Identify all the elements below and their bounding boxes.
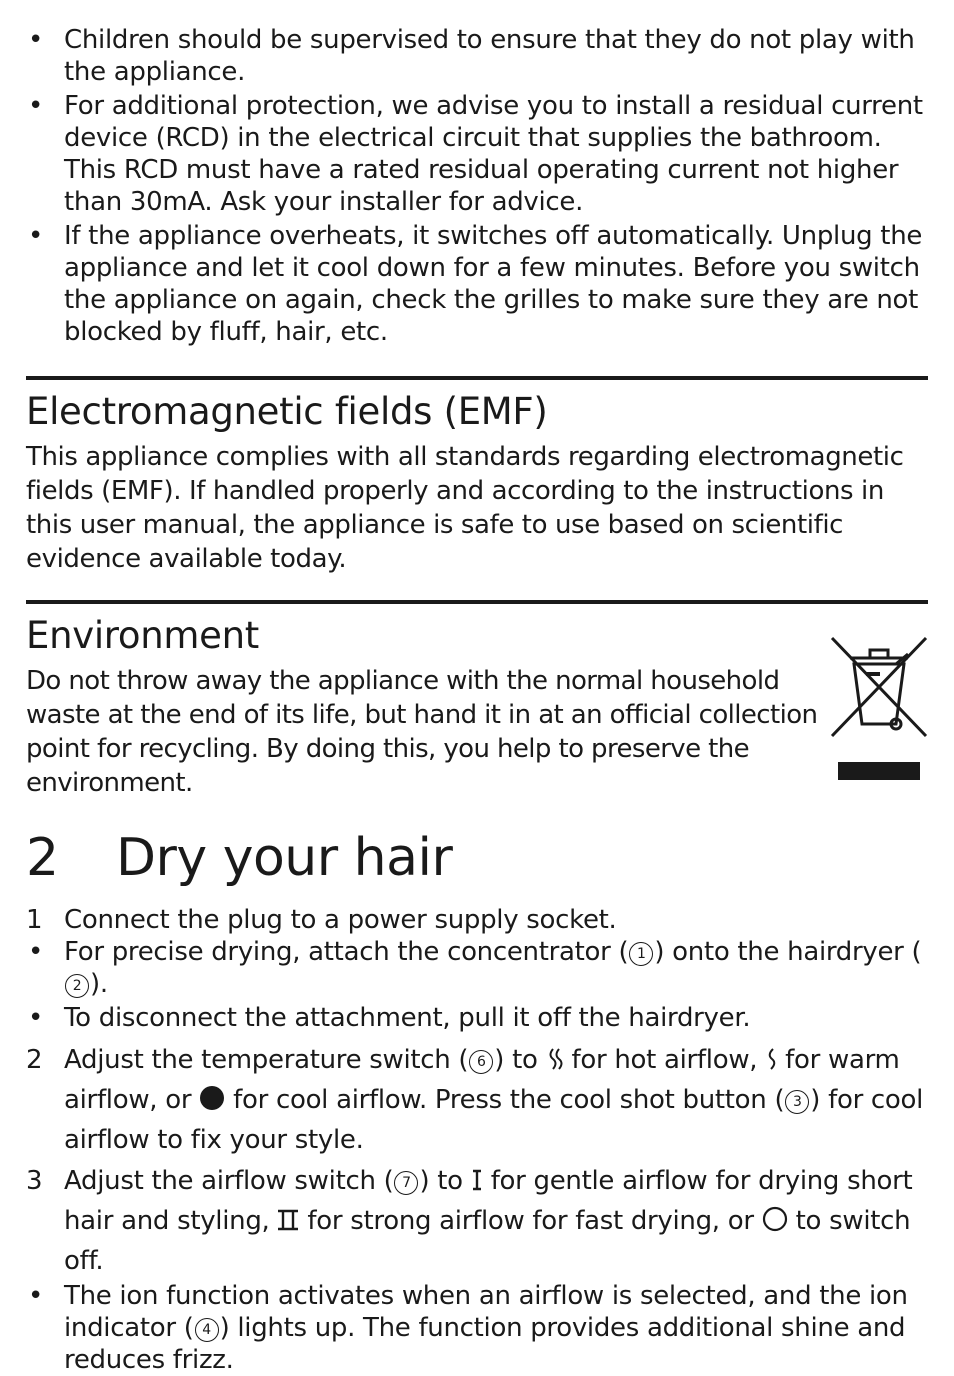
section-divider: [26, 376, 928, 380]
step-number: 1: [26, 905, 43, 935]
hot-airflow-icon: [546, 1045, 564, 1082]
callout-number-icon: 1: [629, 942, 653, 966]
list-item: • To disconnect the attachment, pull it off the hairdryer.: [28, 1003, 751, 1033]
chapter-number: 2: [26, 828, 59, 888]
emf-section: [26, 376, 928, 576]
cool-airflow-icon: [199, 1085, 225, 1122]
list-item: • The ion function activates when an airflow is selected, and the ion indicator ( 4 ) lights up. The function provides additional shine and reduces frizz.: [28, 1281, 908, 1375]
bullet-icon: •: [28, 221, 44, 251]
callout-number-icon: 6: [469, 1050, 493, 1074]
bullet-icon: •: [28, 1281, 44, 1311]
callout-number-icon: 4: [195, 1318, 219, 1342]
step-number: 2: [26, 1045, 43, 1075]
section-title: Electromagnetic fields (EMF): [26, 390, 548, 433]
list-item: • For additional protection, we advise you to install a residual current device (RCD) in the electrical circuit that supplies the bathroom. This RCD must have a rated residual operating current not higher than 30mA. Ask your installer for advice.: [28, 91, 923, 217]
section-body: This appliance complies with all standards regarding electromagnetic fields (EMF). If handled properly and according to the instructions in this user manual, the appliance is safe to use based on scientific evidence available today.: [26, 442, 904, 574]
waste-bar-mark: [838, 762, 920, 780]
list-item: • Children should be supervised to ensure that they do not play with the appliance.: [28, 25, 915, 87]
bullet-icon: •: [28, 91, 44, 121]
airflow-setting-1-icon: [471, 1166, 483, 1203]
list-item: • If the appliance overheats, it switches off automatically. Unplug the appliance and let it cool down for a few minutes. Before you switch the appliance on again, check the grilles to make sure they are not blocked by fluff, hair, etc.: [28, 221, 923, 347]
section-body: Do not throw away the appliance with the normal household waste at the end of its life, but hand it in at an official collection point for recycling. By doing this, you help to preserve the environment.: [26, 666, 818, 798]
safety-bullet-list: [26, 24, 928, 348]
step-2: 2 Adjust the temperature switch ( 6 ) to for hot airflow, for warm airflow, or for cool airflow. Press the cool shot button ( 3 ) for cool airflow to fix your style.: [26, 1042, 928, 1159]
step-3: 3 Adjust the airflow switch ( 7 ) to for gentle airflow for drying short hair and styling, for strong airflow for fast drying, or to switch off.: [26, 1163, 928, 1280]
chapter-title: Dry your hair: [116, 828, 453, 888]
section-divider: [26, 600, 928, 604]
list-item: • For precise drying, attach the concentrator ( 1 ) onto the hairdryer (2 ).: [28, 937, 922, 999]
environment-section: [26, 600, 928, 800]
airflow-setting-2-icon: [277, 1206, 299, 1243]
step-1: 1 Connect the plug to a power supply socket.: [26, 905, 617, 935]
warm-airflow-icon: [765, 1045, 777, 1082]
off-setting-icon: [762, 1206, 788, 1243]
bullet-icon: •: [28, 1003, 44, 1033]
manual-page: [26, 24, 928, 1376]
bullet-icon: •: [28, 25, 44, 55]
step-number: 3: [26, 1166, 43, 1196]
callout-number-icon: 2: [65, 974, 89, 998]
steps-list: [26, 904, 928, 1376]
chapter-heading: [26, 828, 928, 888]
callout-number-icon: 7: [394, 1171, 418, 1195]
callout-number-icon: 3: [785, 1090, 809, 1114]
bullet-icon: •: [28, 937, 44, 967]
section-title: Environment: [26, 614, 259, 657]
crossed-out-wheelie-bin-icon: [830, 636, 928, 750]
